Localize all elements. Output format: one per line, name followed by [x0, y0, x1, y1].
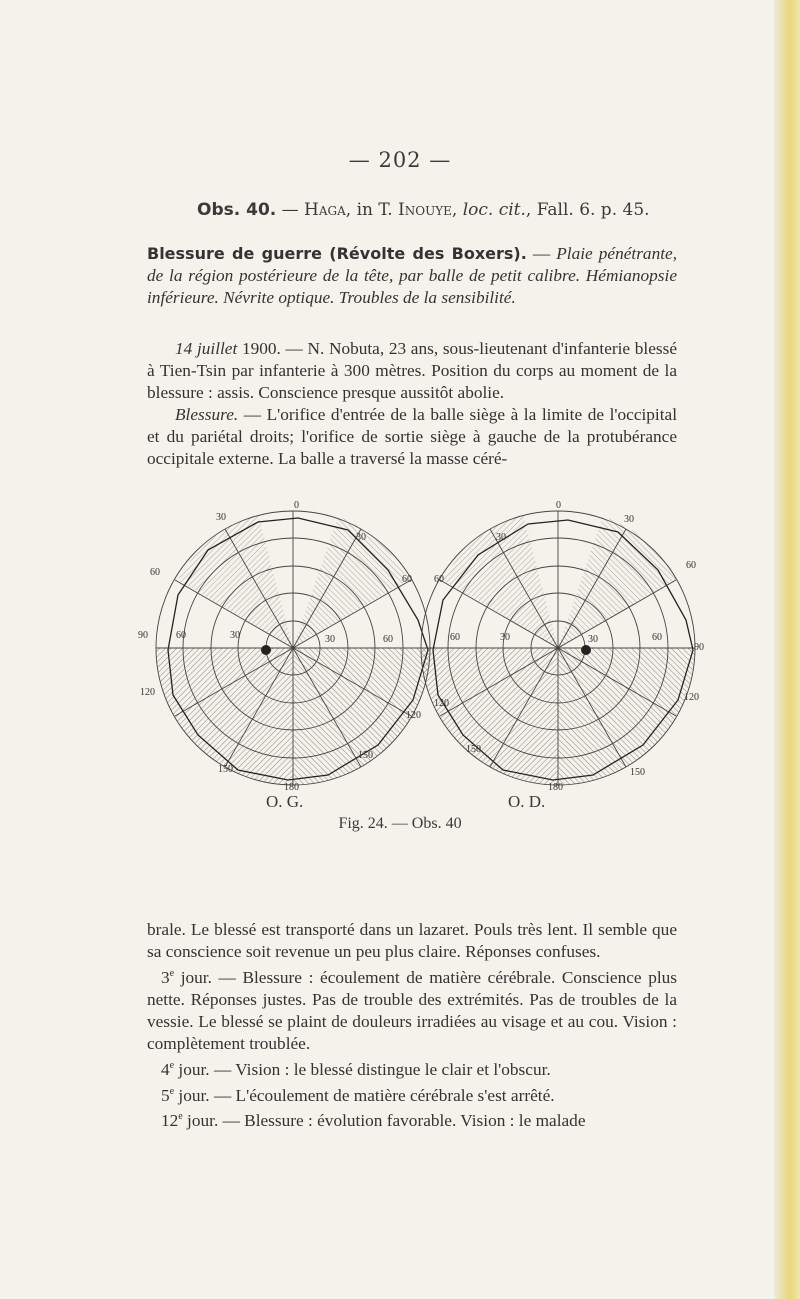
- svg-text:60: 60: [686, 560, 696, 571]
- blessure-label: Blessure.: [175, 405, 239, 424]
- day-5-entry: 5e jour. — L'écoulement de matière cérébrale s'est arrêté.: [161, 1085, 555, 1105]
- svg-text:30: 30: [500, 632, 510, 643]
- svg-text:180: 180: [548, 782, 563, 793]
- cited-author: Inouye: [398, 200, 452, 220]
- visual-field-figure: [138, 500, 718, 800]
- svg-text:60: 60: [150, 567, 160, 578]
- continuation-text: brale. Le blessé est transporté dans un lazaret. Pouls très lent. Il semble que sa conscience soit revenue un peu plus claire. Réponses confuses.: [147, 920, 677, 961]
- left-eye-label: O. G.: [266, 792, 304, 811]
- svg-text:30: 30: [216, 512, 226, 523]
- svg-text:150: 150: [218, 764, 233, 775]
- svg-text:30: 30: [496, 532, 506, 543]
- blind-spot-right: [581, 645, 591, 655]
- observation-reference: Obs. 40. — Haga, in T. Inouye, loc. cit., Fall. 6. p. 45.: [197, 200, 650, 220]
- svg-text:30: 30: [325, 634, 335, 645]
- author-name: Haga: [304, 200, 346, 220]
- svg-text:0: 0: [294, 500, 299, 511]
- svg-text:120: 120: [140, 687, 155, 698]
- observation-label: Obs. 40.: [197, 200, 277, 220]
- right-eye-label: O. D.: [508, 792, 546, 811]
- day-12-entry: 12e jour. — Blessure : évolution favorable. Vision : le malade: [161, 1111, 586, 1131]
- svg-text:180: 180: [284, 782, 299, 793]
- svg-text:0: 0: [556, 500, 561, 511]
- svg-text:30: 30: [230, 630, 240, 641]
- svg-text:90: 90: [694, 642, 704, 653]
- day-3-entry: 3e jour. — Blessure : écoulement de matière cérébrale. Conscience plus nette. Réponses justes. Pas de trouble des extrémités. Pas de troubles de la vessie. Le blessé se plaint de douleurs irradiées au visage et au cou. Vision : complètement troublée.: [147, 967, 677, 1053]
- svg-text:60: 60: [434, 574, 444, 585]
- paragraph-2: [147, 919, 677, 1132]
- date: 14 juillet: [175, 339, 238, 358]
- svg-text:60: 60: [383, 634, 393, 645]
- svg-text:150: 150: [358, 750, 373, 761]
- svg-text:150: 150: [630, 767, 645, 778]
- figure-caption: Fig. 24. — Obs. 40: [338, 815, 462, 832]
- svg-text:30: 30: [588, 634, 598, 645]
- case-heading: Blessure de guerre (Révolte des Boxers). — Plaie pénétrante, de la région postérieure de la tête, par balle de petit calibre. Hémianopsie inférieure. Névrite optique. Troubles de la sensibilité.: [147, 244, 678, 307]
- page-number: — 202 —: [348, 148, 452, 172]
- svg-text:90: 90: [138, 630, 148, 641]
- svg-text:60: 60: [450, 632, 460, 643]
- day-4-entry: 4e jour. — Vision : le blessé distingue le clair et l'obscur.: [161, 1059, 551, 1079]
- svg-text:150: 150: [466, 744, 481, 755]
- blind-spot-left: [261, 645, 271, 655]
- paragraph-1: 14 juillet 1900. — N. Nobuta, 23 ans, sous-lieutenant d'infanterie blessé à Tien-Tsin par infanterie à 300 mètres. Position du corps au moment de la blessure : assis. Conscience presque aussitôt abolie. Blessure. — L'orifice d'entrée de la balle siège à la limite de l'occipital et du pariétal droits; l'orifice de sortie siège à gauche de la protubérance occipitale externe. La balle a traversé la masse céré-: [147, 339, 677, 468]
- case-title: Blessure de guerre (Révolte des Boxers).: [147, 244, 527, 263]
- svg-text:60: 60: [176, 630, 186, 641]
- left-eye-chart: [138, 500, 430, 793]
- svg-text:120: 120: [406, 710, 421, 721]
- svg-text:30: 30: [624, 514, 634, 525]
- svg-text:60: 60: [652, 632, 662, 643]
- right-eye-chart: [421, 500, 704, 793]
- svg-text:120: 120: [434, 698, 449, 709]
- svg-text:60: 60: [402, 574, 412, 585]
- case-subtitle: Plaie pénétrante, de la région postérieure de la tête, par balle de petit calibre. Hémianopsie inférieure. Névrite optique. Troubles de la sensibilité.: [147, 244, 678, 307]
- svg-text:120: 120: [684, 692, 699, 703]
- svg-text:30: 30: [356, 532, 366, 543]
